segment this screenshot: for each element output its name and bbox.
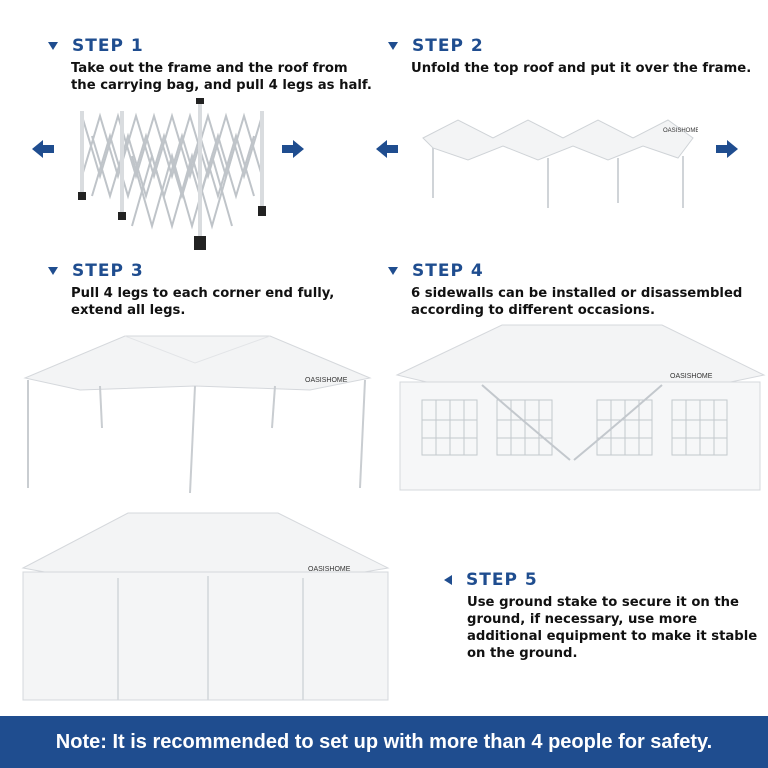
step-description: Take out the frame and the roof from the carrying bag, and pull 4 legs as half. — [71, 61, 372, 93]
step-title: STEP 3 — [72, 261, 144, 281]
brand-logo: OASISHOME — [670, 373, 713, 380]
brand-logo: OASISHOME — [663, 128, 698, 134]
arrow-right-icon — [716, 138, 738, 164]
brand-logo: OASISHOME — [308, 566, 351, 573]
triangle-down-icon — [48, 267, 58, 275]
brand-logo: OASISHOME — [305, 377, 348, 384]
step-description: Unfold the top roof and put it over the frame. — [411, 61, 752, 76]
roof-frame-illustration — [418, 108, 698, 222]
step-description: Pull 4 legs to each corner end fully, extend all legs. — [71, 286, 335, 318]
triangle-left-icon — [444, 575, 452, 585]
canopy-illustration — [20, 328, 375, 502]
step-3 — [48, 261, 334, 319]
canopy-sidewalls-illustration — [392, 320, 768, 504]
step-title: STEP 2 — [412, 36, 484, 56]
step-description: 6 sidewalls can be installed or disassembled according to different occasions. — [411, 286, 743, 318]
step-title: STEP 5 — [466, 570, 538, 590]
arrow-left-icon — [376, 138, 398, 164]
step-1 — [48, 36, 372, 94]
step-5 — [444, 570, 757, 662]
arrow-left-icon — [32, 138, 54, 164]
step-4 — [388, 261, 742, 319]
arrow-right-icon — [282, 138, 304, 164]
safety-note-banner: Note: It is recommended to set up with more than 4 people for safety. — [0, 716, 768, 768]
step-2 — [388, 36, 751, 77]
triangle-down-icon — [48, 42, 58, 50]
step-description: Use ground stake to secure it on the ground, if necessary, use more additional equipment to make it stable on the ground. — [467, 595, 758, 661]
step-title: STEP 1 — [72, 36, 144, 56]
triangle-down-icon — [388, 42, 398, 50]
triangle-down-icon — [388, 267, 398, 275]
step-title: STEP 4 — [412, 261, 484, 281]
enclosed-canopy-illustration — [18, 508, 390, 712]
frame-illustration — [72, 96, 282, 260]
